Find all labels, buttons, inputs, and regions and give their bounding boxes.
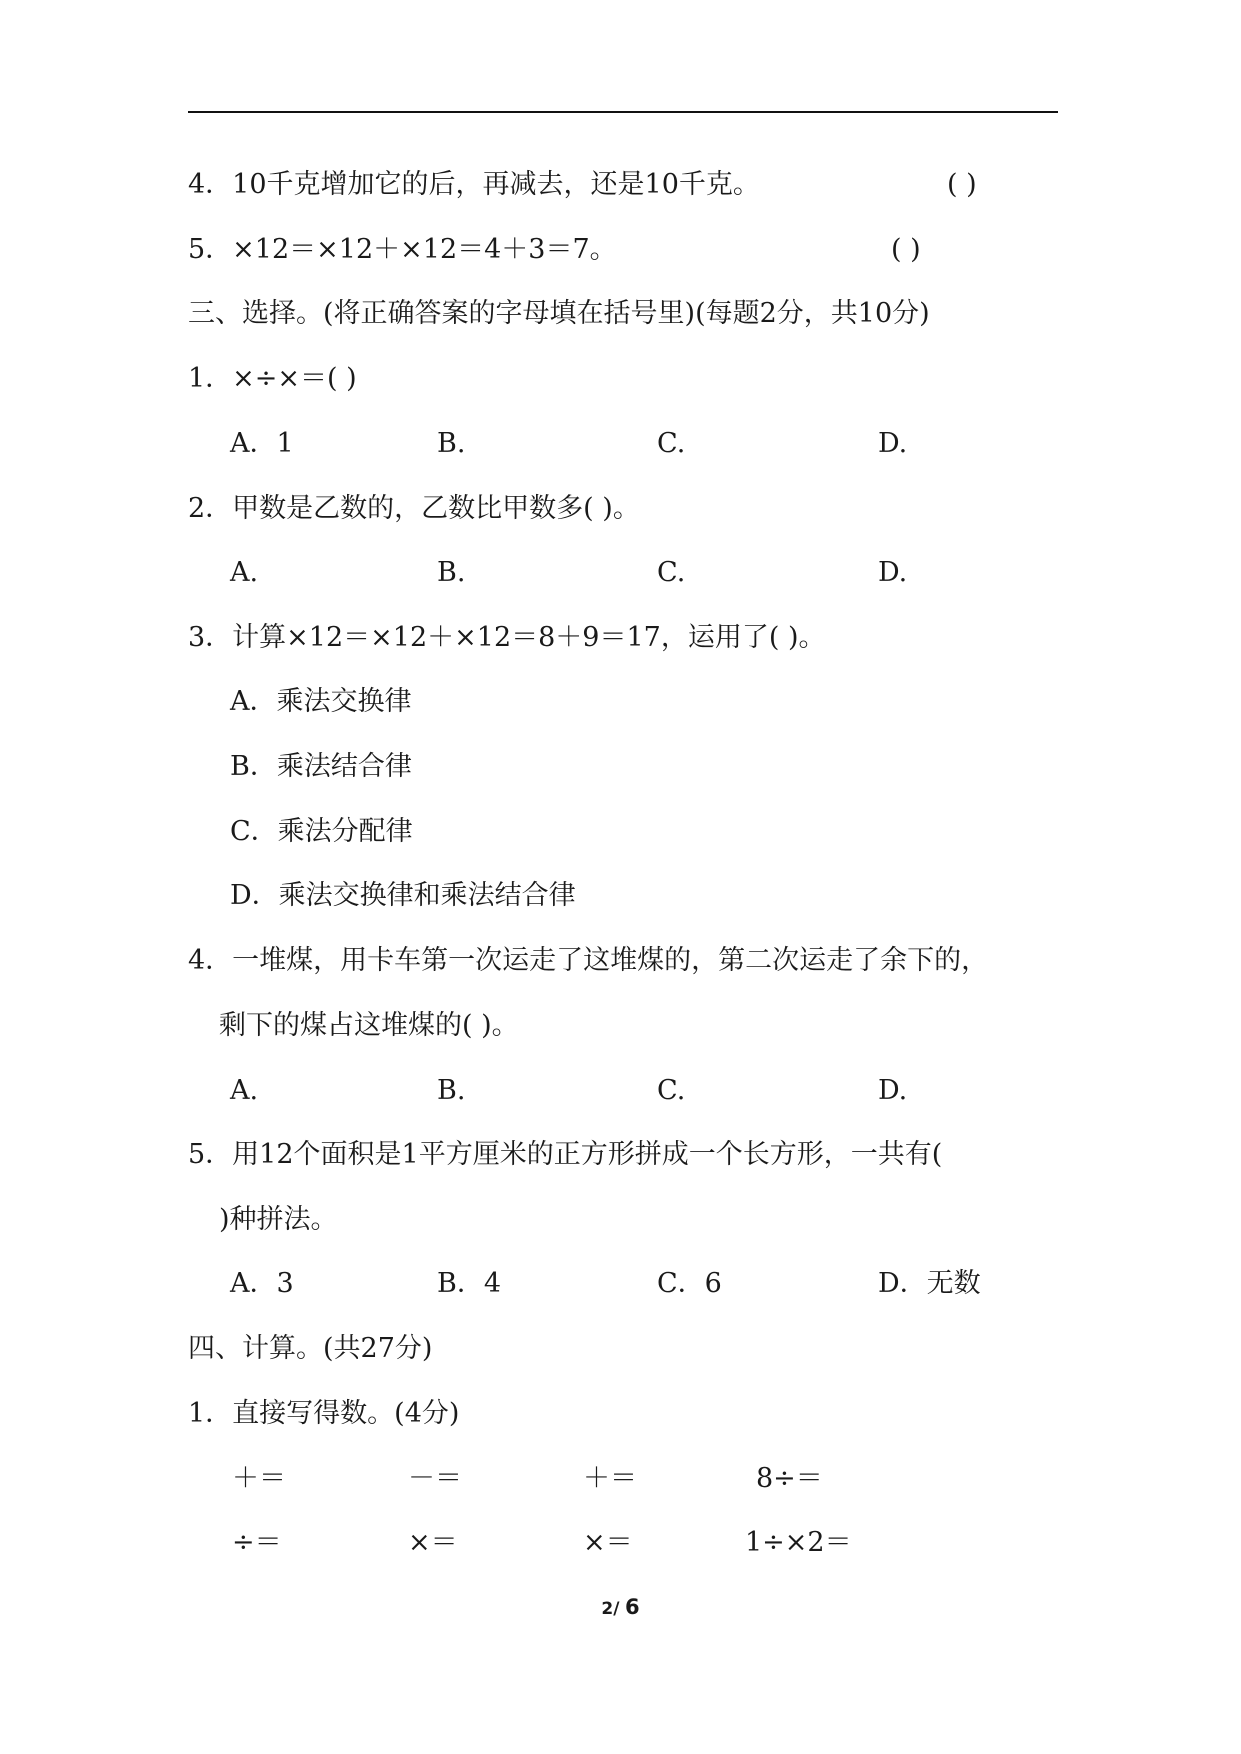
- choice-q4-text: 4．一堆煤，用卡车第一次运走了这堆煤的，第二次运走了余下的，: [188, 945, 989, 976]
- choice-q1-option-c[interactable]: C.: [657, 428, 686, 459]
- page-number-current: 2/: [601, 1599, 620, 1619]
- choice-q3-option-d[interactable]: D．乘法交换律和乘法结合律: [230, 880, 576, 911]
- choice-q1-option-d[interactable]: D.: [878, 428, 908, 459]
- choice-q2-option-a[interactable]: A.: [230, 557, 259, 588]
- calc-row1-item4: 8÷＝: [756, 1463, 823, 1494]
- choice-q5-option-a[interactable]: A．3: [230, 1268, 294, 1299]
- choice-q3-option-a[interactable]: A．乘法交换律: [230, 686, 412, 717]
- page-number-total: 6: [625, 1595, 640, 1619]
- calc-row2-item1: ÷＝: [232, 1527, 282, 1558]
- choice-q2-text: 2．甲数是乙数的，乙数比甲数多( )。: [188, 493, 640, 524]
- choice-q3-option-b[interactable]: B．乘法结合律: [230, 751, 412, 782]
- choice-q1-text: 1．×÷×＝( ): [188, 363, 357, 394]
- calc-q1-title: 1．直接写得数。(4分): [188, 1398, 460, 1429]
- choice-q5-option-d[interactable]: D．无数: [878, 1268, 981, 1299]
- judge-q5-answer-paren[interactable]: ( ): [891, 234, 921, 265]
- choice-q3-option-c[interactable]: C．乘法分配律: [230, 816, 413, 847]
- choice-q1-option-a[interactable]: A．1: [230, 428, 294, 459]
- choice-q2-option-d[interactable]: D.: [878, 557, 908, 588]
- choice-q2-option-b[interactable]: B.: [437, 557, 466, 588]
- choice-q4-option-d[interactable]: D.: [878, 1075, 908, 1106]
- choice-q4-option-c[interactable]: C.: [657, 1075, 686, 1106]
- calc-row2-item4: 1÷×2＝: [745, 1527, 852, 1558]
- choice-q5-text: 5．用12个面积是1平方厘米的正方形拼成一个长方形，一共有(: [188, 1139, 943, 1170]
- choice-q4-option-b[interactable]: B.: [437, 1075, 466, 1106]
- section3-title: 三、选择。(将正确答案的字母填在括号里)(每题2分，共10分): [188, 298, 930, 329]
- choice-q2-option-c[interactable]: C.: [657, 557, 686, 588]
- calc-row2-item2: ×＝: [408, 1527, 458, 1558]
- judge-q5-text: 5．×12＝×12＋×12＝4＋3＝7。: [188, 234, 617, 265]
- header-rule: [188, 111, 1058, 113]
- choice-q5-text-continued: )种拼法。: [219, 1204, 338, 1235]
- judge-q4-text: 4．10千克增加它的后，再减去，还是10千克。: [188, 169, 760, 200]
- calc-row2-item3: ×＝: [583, 1527, 633, 1558]
- choice-q3-text: 3．计算×12＝×12＋×12＝8＋9＝17，运用了( )。: [188, 622, 826, 653]
- choice-q4-option-a[interactable]: A.: [230, 1075, 259, 1106]
- page-number: [0, 1595, 1241, 1619]
- calc-row1-item2: －＝: [408, 1463, 462, 1494]
- section4-title: 四、计算。(共27分): [188, 1333, 433, 1364]
- calc-row1-item3: ＋＝: [583, 1463, 637, 1494]
- choice-q5-option-b[interactable]: B．4: [437, 1268, 502, 1299]
- judge-q4-answer-paren[interactable]: ( ): [947, 169, 977, 200]
- choice-q1-option-b[interactable]: B.: [437, 428, 466, 459]
- calc-row1-item1: ＋＝: [232, 1463, 286, 1494]
- choice-q5-option-c[interactable]: C．6: [657, 1268, 722, 1299]
- choice-q4-text-continued: 剩下的煤占这堆煤的( )。: [219, 1010, 519, 1041]
